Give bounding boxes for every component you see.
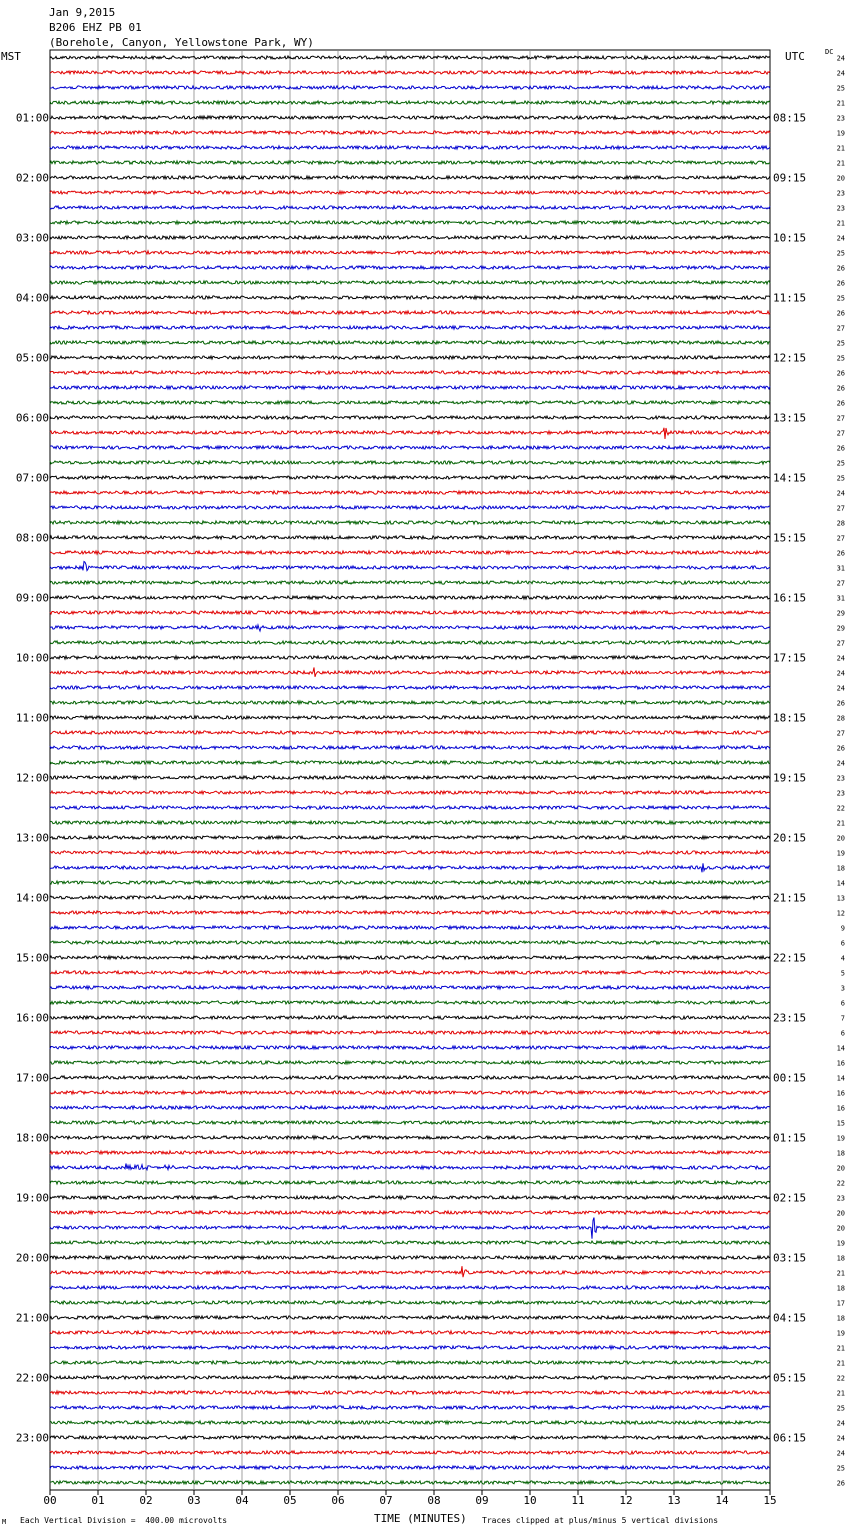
trace-row	[50, 491, 770, 494]
trace-row	[50, 56, 770, 59]
trace-row	[50, 731, 770, 734]
dc-offset-value: 26	[836, 549, 845, 558]
trace-row	[50, 191, 770, 194]
x-tick-label: 15	[763, 1494, 777, 1507]
x-tick-label: 09	[475, 1494, 489, 1507]
trace-row	[50, 1241, 770, 1244]
trace-row	[50, 611, 770, 614]
left-hour-label: 10:00	[15, 651, 49, 665]
trace-row	[50, 971, 770, 974]
dc-offset-value: 6	[840, 1029, 845, 1038]
trace-row	[50, 341, 770, 344]
right-hour-label: 02:15	[773, 1191, 807, 1205]
x-tick-label: 12	[619, 1494, 633, 1507]
trace-row	[50, 1436, 770, 1439]
dc-offset-value: 27	[836, 579, 845, 588]
trace-row	[50, 926, 770, 929]
x-tick-label: 04	[235, 1494, 249, 1507]
dc-offset-value: 23	[836, 1194, 845, 1203]
dc-offset-header: DC	[825, 48, 834, 56]
dc-offset-value: 14	[836, 1074, 845, 1083]
right-hour-label: 20:15	[773, 831, 807, 845]
left-hour-label: 22:00	[15, 1371, 49, 1385]
dc-offset-value: 20	[836, 1209, 845, 1218]
trace-row	[50, 1301, 770, 1304]
dc-offset-value: 29	[836, 624, 845, 633]
trace-row	[50, 1421, 770, 1424]
trace-row	[50, 686, 770, 689]
trace-row	[50, 1256, 770, 1259]
dc-offset-value: 25	[836, 459, 845, 468]
left-hour-label: 11:00	[15, 711, 49, 725]
station-location: (Borehole, Canyon, Yellowstone Park, WY)	[49, 36, 314, 49]
trace-row	[50, 1061, 770, 1064]
dc-offset-value: 13	[836, 894, 845, 903]
trace-row	[50, 1211, 770, 1214]
trace-row	[50, 1046, 770, 1049]
dc-offset-value: 19	[836, 1329, 845, 1338]
trace-row	[50, 401, 770, 404]
trace-row	[50, 1361, 770, 1364]
x-tick-label: 03	[187, 1494, 201, 1507]
dc-offset-value: 26	[836, 744, 845, 753]
trace-row	[50, 806, 770, 809]
dc-offset-value: 21	[836, 1389, 845, 1398]
dc-offset-value: 4	[840, 954, 845, 963]
dc-offset-value: 25	[836, 294, 845, 303]
left-hour-label: 23:00	[15, 1431, 49, 1445]
x-axis-title: TIME (MINUTES)	[374, 1512, 467, 1525]
dc-offset-value: 25	[836, 339, 845, 348]
left-hour-label: 06:00	[15, 411, 49, 425]
trace-row	[50, 176, 770, 179]
trace-row	[50, 1218, 770, 1239]
right-hour-label: 14:15	[773, 471, 807, 485]
trace-row	[50, 521, 770, 524]
trace-row	[50, 863, 770, 872]
left-hour-label: 16:00	[15, 1011, 49, 1025]
dc-offset-value: 21	[836, 219, 845, 228]
dc-offset-value: 22	[836, 1374, 845, 1383]
trace-row	[50, 641, 770, 644]
x-tick-label: 13	[667, 1494, 681, 1507]
trace-row	[50, 1266, 770, 1277]
trace-row	[50, 71, 770, 74]
dc-offset-value: 23	[836, 789, 845, 798]
dc-offset-value: 28	[836, 714, 845, 723]
x-tick-label: 06	[331, 1494, 345, 1507]
right-hour-label: 21:15	[773, 891, 807, 905]
trace-row	[50, 581, 770, 584]
right-hour-label: 22:15	[773, 951, 807, 965]
dc-offset-value: 12	[836, 909, 845, 918]
dc-offset-value: 23	[836, 204, 845, 213]
dc-offset-value: 3	[840, 984, 845, 993]
left-hour-label: 13:00	[15, 831, 49, 845]
trace-row	[50, 791, 770, 794]
dc-offset-value: 24	[836, 69, 845, 78]
dc-offset-value: 21	[836, 99, 845, 108]
trace-row	[50, 941, 770, 944]
trace-row	[50, 386, 770, 389]
right-hour-label: 01:15	[773, 1131, 807, 1145]
trace-row	[50, 761, 770, 764]
dc-offset-value: 19	[836, 849, 845, 858]
dc-offset-value: 24	[836, 54, 845, 63]
trace-row	[50, 1316, 770, 1319]
dc-offset-value: 19	[836, 1239, 845, 1248]
dc-offset-value: 6	[840, 939, 845, 948]
dc-offset-value: 23	[836, 189, 845, 198]
left-hour-label: 03:00	[15, 231, 49, 245]
trace-row	[50, 551, 770, 554]
dc-offset-value: 21	[836, 144, 845, 153]
trace-row	[50, 1331, 770, 1334]
dc-offset-value: 25	[836, 354, 845, 363]
x-tick-label: 10	[523, 1494, 537, 1507]
dc-offset-value: 26	[836, 699, 845, 708]
trace-row	[50, 116, 770, 119]
trace-row	[50, 1406, 770, 1409]
dc-offset-value: 18	[836, 1149, 845, 1158]
dc-offset-value: 24	[836, 684, 845, 693]
trace-row	[50, 1181, 770, 1184]
trace-row	[50, 86, 770, 89]
dc-offset-value: 26	[836, 369, 845, 378]
left-hour-label: 08:00	[15, 531, 49, 545]
right-hour-label: 23:15	[773, 1011, 807, 1025]
dc-offset-value: 24	[836, 1434, 845, 1443]
right-hour-label: 04:15	[773, 1311, 807, 1325]
trace-row	[50, 296, 770, 299]
x-tick-label: 11	[571, 1494, 585, 1507]
trace-row	[50, 561, 770, 570]
dc-offset-value: 15	[836, 1119, 845, 1128]
dc-offset-value: 27	[836, 504, 845, 513]
left-hour-label: 21:00	[15, 1311, 49, 1325]
left-hour-label: 18:00	[15, 1131, 49, 1145]
dc-offset-value: 14	[836, 1044, 845, 1053]
trace-row	[50, 131, 770, 134]
trace-row	[50, 1451, 770, 1454]
trace-row	[50, 1466, 770, 1469]
trace-row	[50, 851, 770, 854]
dc-offset-value: 27	[836, 534, 845, 543]
trace-row	[50, 716, 770, 719]
dc-offset-value: 26	[836, 309, 845, 318]
dc-offset-value: 21	[836, 1359, 845, 1368]
plot-frame	[50, 50, 770, 1490]
left-hour-label: 12:00	[15, 771, 49, 785]
trace-row	[50, 1031, 770, 1034]
trace-row	[50, 206, 770, 209]
dc-offset-value: 18	[836, 1314, 845, 1323]
right-hour-label: 15:15	[773, 531, 807, 545]
trace-row	[50, 1121, 770, 1124]
trace-row	[50, 461, 770, 464]
dc-offset-value: 31	[836, 564, 845, 573]
trace-row	[50, 701, 770, 704]
dc-offset-value: 19	[836, 1134, 845, 1143]
dc-offset-value: 7	[840, 1014, 845, 1023]
trace-row	[50, 476, 770, 479]
left-hour-label: 20:00	[15, 1251, 49, 1265]
trace-row	[50, 596, 770, 599]
x-tick-label: 05	[283, 1494, 297, 1507]
trace-row	[50, 371, 770, 374]
left-hour-label: 07:00	[15, 471, 49, 485]
right-hour-label: 19:15	[773, 771, 807, 785]
dc-offset-value: 16	[836, 1059, 845, 1068]
dc-offset-value: 25	[836, 1404, 845, 1413]
right-hour-label: 10:15	[773, 231, 807, 245]
trace-row	[50, 416, 770, 419]
left-hour-label: 14:00	[15, 891, 49, 905]
dc-offset-value: 26	[836, 399, 845, 408]
dc-offset-value: 23	[836, 774, 845, 783]
right-hour-label: 11:15	[773, 291, 807, 305]
trace-row	[50, 1001, 770, 1004]
trace-row	[50, 281, 770, 284]
dc-offset-value: 20	[836, 1164, 845, 1173]
trace-row	[50, 1091, 770, 1094]
dc-offset-value: 16	[836, 1104, 845, 1113]
corner-mark: M	[2, 1518, 7, 1526]
trace-row	[50, 746, 770, 749]
clip-note: Traces clipped at plus/minus 5 vertical divisions	[482, 1516, 719, 1525]
left-hour-label: 17:00	[15, 1071, 49, 1085]
trace-row	[50, 986, 770, 989]
trace-row	[50, 221, 770, 224]
trace-row	[50, 1481, 770, 1484]
right-hour-label: 13:15	[773, 411, 807, 425]
dc-offset-value: 24	[836, 1449, 845, 1458]
dc-offset-value: 24	[836, 654, 845, 663]
trace-row	[50, 1136, 770, 1139]
dc-offset-value: 18	[836, 864, 845, 873]
trace-row	[50, 881, 770, 884]
x-tick-label: 14	[715, 1494, 729, 1507]
dc-offset-value: 26	[836, 444, 845, 453]
trace-row	[50, 266, 770, 269]
dc-offset-value: 29	[836, 609, 845, 618]
trace-row	[50, 506, 770, 509]
left-timezone-label: MST	[1, 50, 21, 63]
left-hour-label: 09:00	[15, 591, 49, 605]
right-hour-label: 12:15	[773, 351, 807, 365]
dc-offset-value: 20	[836, 174, 845, 183]
dc-offset-value: 21	[836, 1269, 845, 1278]
dc-offset-value: 20	[836, 834, 845, 843]
dc-offset-value: 26	[836, 264, 845, 273]
right-hour-label: 03:15	[773, 1251, 807, 1265]
trace-row	[50, 911, 770, 914]
dc-offset-value: 18	[836, 1254, 845, 1263]
dc-offset-value: 27	[836, 324, 845, 333]
x-tick-label: 07	[379, 1494, 393, 1507]
dc-offset-value: 27	[836, 429, 845, 438]
trace-row	[50, 311, 770, 314]
dc-offset-value: 25	[836, 474, 845, 483]
trace-row	[50, 776, 770, 779]
right-hour-label: 09:15	[773, 171, 807, 185]
scale-note: Each Vertical Division = 400.00 microvolts	[20, 1516, 228, 1525]
trace-row	[50, 251, 770, 254]
recording-date: Jan 9,2015	[49, 6, 116, 19]
dc-offset-value: 31	[836, 594, 845, 603]
dc-offset-value: 27	[836, 639, 845, 648]
trace-row	[50, 536, 770, 539]
trace-row	[50, 326, 770, 329]
trace-row	[50, 1016, 770, 1019]
left-hour-label: 05:00	[15, 351, 49, 365]
right-hour-label: 16:15	[773, 591, 807, 605]
trace-row	[50, 1151, 770, 1154]
dc-offset-value: 14	[836, 879, 845, 888]
trace-row	[50, 1376, 770, 1379]
station-code: B206 EHZ PB 01	[49, 21, 142, 34]
dc-offset-value: 24	[836, 234, 845, 243]
dc-offset-value: 27	[836, 729, 845, 738]
dc-offset-value: 26	[836, 279, 845, 288]
dc-offset-value: 24	[836, 759, 845, 768]
right-hour-label: 08:15	[773, 111, 807, 125]
trace-row	[50, 1391, 770, 1394]
dc-offset-value: 23	[836, 114, 845, 123]
dc-offset-value: 26	[836, 384, 845, 393]
dc-offset-value: 26	[836, 1479, 845, 1488]
dc-offset-value: 21	[836, 159, 845, 168]
right-hour-label: 17:15	[773, 651, 807, 665]
dc-offset-value: 25	[836, 249, 845, 258]
trace-row	[50, 356, 770, 359]
dc-offset-value: 21	[836, 819, 845, 828]
trace-row	[50, 821, 770, 824]
dc-offset-value: 25	[836, 84, 845, 93]
dc-offset-value: 6	[840, 999, 845, 1008]
dc-offset-value: 28	[836, 519, 845, 528]
right-timezone-label: UTC	[785, 50, 805, 63]
trace-row	[50, 236, 770, 239]
x-tick-label: 02	[139, 1494, 153, 1507]
dc-offset-value: 19	[836, 129, 845, 138]
trace-row	[50, 446, 770, 449]
trace-row	[50, 1106, 770, 1109]
trace-row	[50, 667, 770, 676]
trace-row	[50, 101, 770, 104]
x-tick-label: 08	[427, 1494, 441, 1507]
x-tick-label: 00	[43, 1494, 57, 1507]
dc-offset-value: 20	[836, 1224, 845, 1233]
dc-offset-value: 5	[840, 969, 845, 978]
dc-offset-value: 21	[836, 1344, 845, 1353]
trace-row	[50, 1076, 770, 1079]
right-hour-label: 05:15	[773, 1371, 807, 1385]
x-tick-label: 01	[91, 1494, 105, 1507]
trace-row	[50, 146, 770, 149]
left-hour-label: 19:00	[15, 1191, 49, 1205]
trace-row	[50, 836, 770, 839]
left-hour-label: 01:00	[15, 111, 49, 125]
trace-row	[50, 656, 770, 659]
trace-row	[50, 161, 770, 164]
left-hour-label: 02:00	[15, 171, 49, 185]
trace-row	[50, 1164, 770, 1170]
trace-row	[50, 625, 770, 631]
trace-row	[50, 896, 770, 899]
dc-offset-value: 24	[836, 1419, 845, 1428]
trace-row	[50, 428, 770, 439]
dc-offset-value: 24	[836, 669, 845, 678]
trace-row	[50, 956, 770, 959]
dc-offset-value: 22	[836, 804, 845, 813]
trace-row	[50, 1346, 770, 1349]
right-hour-label: 06:15	[773, 1431, 807, 1445]
right-hour-label: 00:15	[773, 1071, 807, 1085]
left-hour-label: 15:00	[15, 951, 49, 965]
dc-offset-value: 18	[836, 1284, 845, 1293]
dc-offset-value: 25	[836, 1464, 845, 1473]
dc-offset-value: 22	[836, 1179, 845, 1188]
dc-offset-value: 16	[836, 1089, 845, 1098]
left-hour-label: 04:00	[15, 291, 49, 305]
trace-row	[50, 1286, 770, 1289]
trace-row	[50, 1196, 770, 1199]
dc-offset-value: 27	[836, 414, 845, 423]
dc-offset-value: 9	[840, 924, 845, 933]
dc-offset-value: 24	[836, 489, 845, 498]
dc-offset-value: 17	[836, 1299, 845, 1308]
right-hour-label: 18:15	[773, 711, 807, 725]
